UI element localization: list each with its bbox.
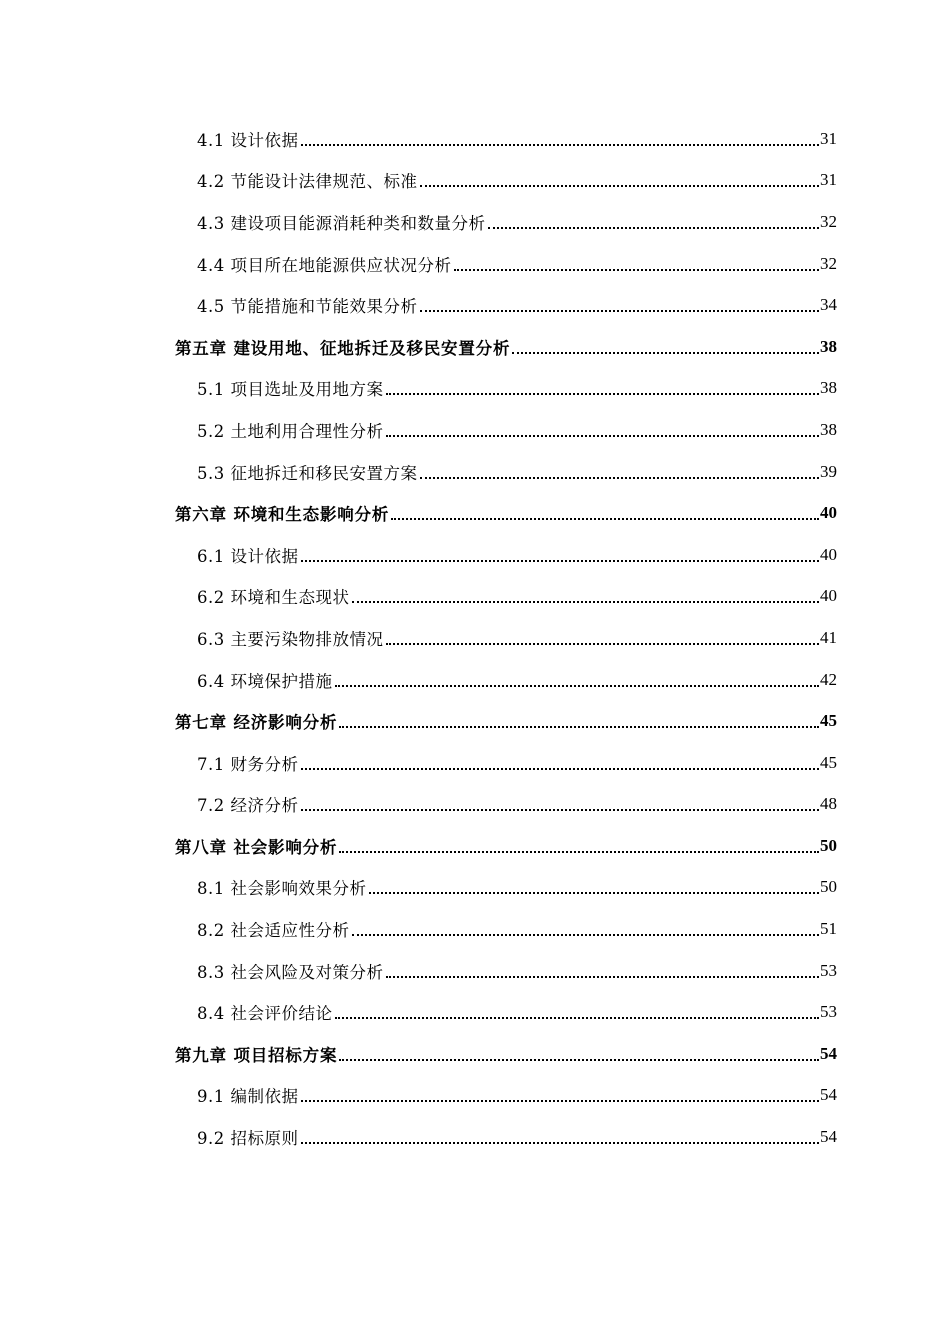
toc-page-number: 40 [820,586,837,606]
toc-dot-leader [369,892,820,894]
toc-page-number: 53 [820,1002,837,1022]
toc-entry-title: 4.4 项目所在地能源供应状况分析 [197,255,452,275]
toc-page-number: 38 [820,378,837,398]
toc-section-entry[interactable] [197,659,837,701]
toc-dot-leader [339,851,819,853]
toc-page-number: 32 [820,211,837,231]
toc-entry-title: 第九章 项目招标方案 [175,1045,338,1065]
toc-dot-leader [301,560,820,562]
toc-page-number: 53 [820,960,837,980]
toc-section-entry[interactable] [197,118,837,160]
toc-section-entry[interactable] [197,201,837,243]
toc-section-entry[interactable] [197,451,837,493]
toc-section-entry[interactable] [197,534,837,576]
toc-entry-title: 第五章 建设用地、征地拆迁及移民安置分析 [175,338,511,358]
toc-dot-leader [339,1059,819,1061]
toc-entry-title: 4.1 设计依据 [197,130,299,150]
toc-entry-title: 7.1 财务分析 [197,754,299,774]
toc-page-number: 54 [820,1085,837,1105]
toc-entry-title: 6.4 环境保护措施 [197,671,333,691]
toc-entry-title: 4.5 节能措施和节能效果分析 [197,297,418,317]
toc-dot-leader [488,227,820,229]
toc-section-entry[interactable] [197,950,837,992]
toc-page-number: 54 [820,1127,837,1147]
toc-dot-leader [352,601,820,603]
toc-dot-leader [301,144,820,146]
toc-entry-title: 6.1 设计依据 [197,546,299,566]
toc-chapter-entry[interactable] [175,700,837,742]
toc-page-number: 50 [820,877,837,897]
toc-dot-leader [386,435,820,437]
toc-page-number: 40 [820,503,837,523]
toc-page-number: 45 [820,711,837,731]
toc-page-number: 42 [820,669,837,689]
toc-page-number: 31 [820,128,837,148]
toc-page-number: 40 [820,544,837,564]
toc-entry-title: 第七章 经济影响分析 [175,713,338,733]
toc-page-number: 51 [820,919,837,939]
toc-section-entry[interactable] [197,908,837,950]
toc-dot-leader [386,393,820,395]
toc-page-number: 31 [820,170,837,190]
toc-dot-leader [386,643,820,645]
toc-dot-leader [420,477,820,479]
toc-page-number: 38 [820,419,837,439]
toc-entry-title: 8.1 社会影响效果分析 [197,879,367,899]
toc-dot-leader [391,518,819,520]
toc-section-entry[interactable] [197,617,837,659]
toc-section-entry[interactable] [197,368,837,410]
toc-dot-leader [454,269,820,271]
toc-dot-leader [335,1017,820,1019]
toc-page-number: 39 [820,461,837,481]
toc-dot-leader [420,185,820,187]
toc-entry-title: 8.4 社会评价结论 [197,1004,333,1024]
toc-entry-title: 8.3 社会风险及对策分析 [197,962,384,982]
toc-dot-leader [420,310,820,312]
toc-page-number: 54 [820,1043,837,1063]
toc-dot-leader [301,1100,820,1102]
toc-section-entry[interactable] [197,284,837,326]
toc-dot-leader [335,685,820,687]
toc-section-entry[interactable] [197,160,837,202]
toc-page-number: 48 [820,794,837,814]
toc-dot-leader [301,809,820,811]
toc-page-number: 45 [820,752,837,772]
toc-dot-leader [386,976,820,978]
toc-entry-title: 第八章 社会影响分析 [175,837,338,857]
toc-entry-title: 6.2 环境和生态现状 [197,588,350,608]
toc-section-entry[interactable] [197,867,837,909]
toc-page-number: 50 [820,835,837,855]
toc-dot-leader [512,352,819,354]
toc-section-entry[interactable] [197,991,837,1033]
toc-dot-leader [301,1142,820,1144]
toc-section-entry[interactable] [197,243,837,285]
toc-dot-leader [301,768,820,770]
toc-dot-leader [352,934,820,936]
toc-entry-title: 5.1 项目选址及用地方案 [197,380,384,400]
toc-chapter-entry[interactable] [175,492,837,534]
toc-page-number: 41 [820,627,837,647]
toc-page-number: 38 [820,336,837,356]
toc-dot-leader [339,726,819,728]
toc-chapter-entry[interactable] [175,825,837,867]
toc-section-entry[interactable] [197,742,837,784]
toc-section-entry[interactable] [197,409,837,451]
toc-section-entry[interactable] [197,576,837,618]
toc-entry-title: 5.2 土地利用合理性分析 [197,421,384,441]
toc-entry-title: 8.2 社会适应性分析 [197,921,350,941]
toc-section-entry[interactable] [197,784,837,826]
toc-entry-title: 7.2 经济分析 [197,796,299,816]
toc-entry-title: 9.1 编制依据 [197,1087,299,1107]
toc-chapter-entry[interactable] [175,326,837,368]
toc-section-entry[interactable] [197,1116,837,1158]
toc-page-number: 34 [820,295,837,315]
table-of-contents [0,118,950,1158]
toc-entry-title: 9.2 招标原则 [197,1129,299,1149]
toc-section-entry[interactable] [197,1075,837,1117]
toc-chapter-entry[interactable] [175,1033,837,1075]
toc-entry-title: 4.2 节能设计法律规范、标准 [197,172,418,192]
toc-entry-title: 4.3 建设项目能源消耗种类和数量分析 [197,213,486,233]
toc-entry-title: 5.3 征地拆迁和移民安置方案 [197,463,418,483]
toc-entry-title: 6.3 主要污染物排放情况 [197,629,384,649]
toc-entry-title: 第六章 环境和生态影响分析 [175,505,390,525]
toc-page-number: 32 [820,253,837,273]
